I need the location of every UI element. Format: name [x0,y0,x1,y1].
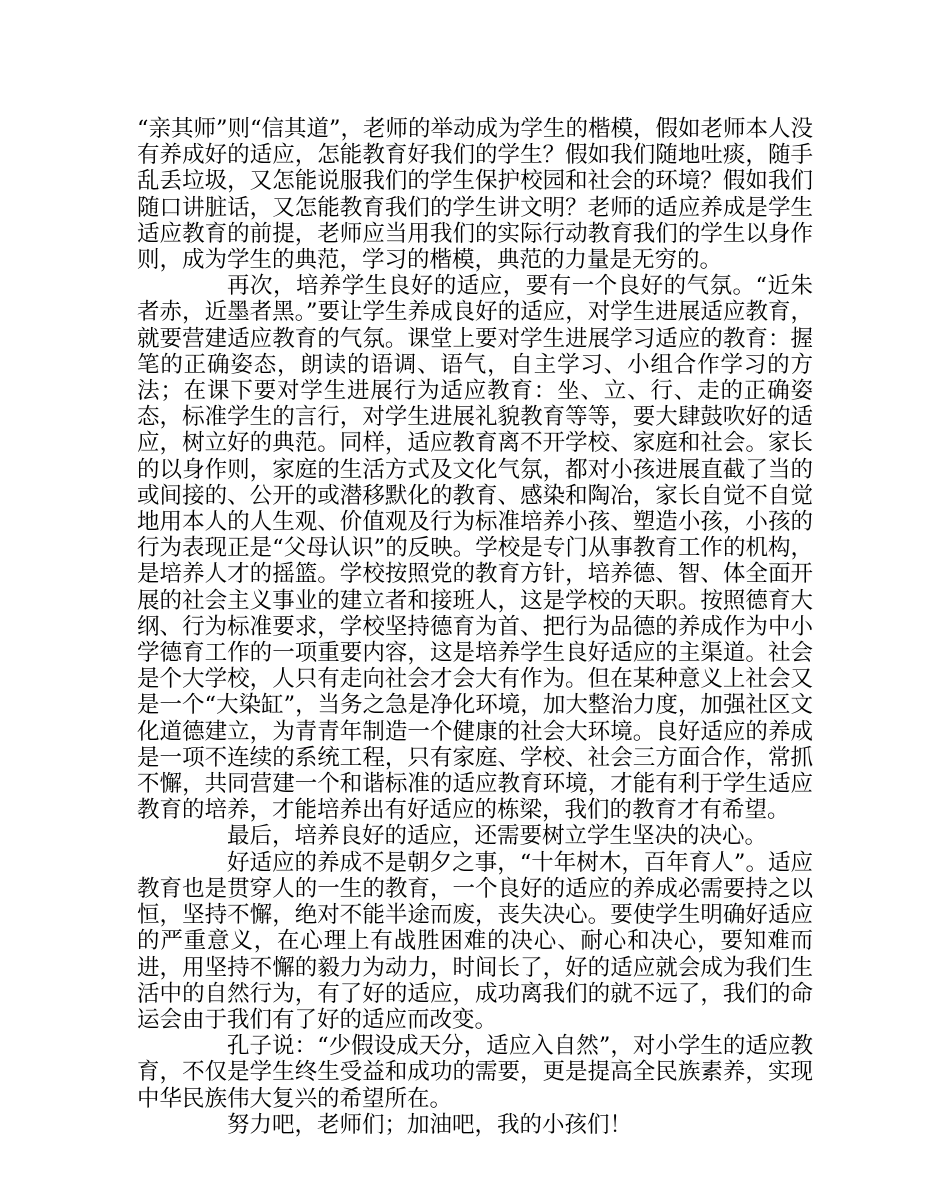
paragraph: 努力吧，老师们；加油吧，我的小孩们！ [227,1111,633,1138]
paragraph: 好适应的养成不是朝夕之事，“十年树木，百年育人”。适应教育也是贯穿人的一生的教育，一个良好的适应的养成必需要持之以恒，坚持不懈，绝对不能半途而废，丧失决心。要使学生明确好适应的严重意义，在心理上有战胜困难的决心、耐心和决心，要知难而进，用坚持不懈的毅力为动力，时间长了，好的适应就会成为我们生活中的自然行为，有了好的适应，成功离我们的就不远了，我们的命运会由于我们有了好的适应而改变。 [137,849,813,1033]
paragraph: “亲其师”则“信其道”，老师的举动成为学生的楷模，假如老师本人没有养成好的适应，怎能教育好我们的学生？假如我们随地吐痰，随手乱丢垃圾，又怎能说服我们的学生保护校园和社会的环境？假如我们随口讲脏话，又怎能教育我们的学生讲文明？老师的适应养成是学生适应教育的前提，老师应当用我们的实际行动教育我们的学生以身作则，成为学生的典范，学习的楷模，典范的力量是无穷的。 [137,116,814,274]
document-body [137,116,813,1138]
paragraph: 最后，培养良好的适应，还需要树立学生坚决的决心。 [227,823,768,850]
paragraph: 再次，培养学生良好的适应，要有一个良好的气氛。“近朱者赤，近墨者黑。”要让学生养成良好的适应，对学生进展适应教育，就要营建适应教育的气氛。课堂上要对学生进展学习适应的教育：握笔的正确姿态，朗读的语调、语气，自主学习、小组合作学习的方法；在课下要对学生进展行为适应教育：坐、立、行、走的正确姿态，标准学生的言行，对学生进展礼貌教育等等，要大肆鼓吹好的适应，树立好的典范。同样，适应教育离不开学校、家庭和社会。家长的以身作则，家庭的生活方式及文化气氛，都对小孩进展直截了当的或间接的、公开的或潜移默化的教育、感染和陶冶，家长自觉不自觉地用本人的人生观、价值观及行为标准培养小孩、塑造小孩，小孩的行为表现正是“父母认识”的反映。学校是专门从事教育工作的机构，是培养人才的摇篮。学校按照党的教育方针，培养德、智、体全面开展的社会主义事业的建立者和接班人，这是学校的天职。按照德育大纲、行为标准要求，学校坚持德育为首、把行为品德的养成作为中小学德育工作的一项重要内容，这是培养学生良好适应的主渠道。社会是个大学校，人只有走向社会才会大有作为。但在某种意义上社会又是一个“大染缸”，当务之急是净化环境，加大整治力度，加强社区文化道德建立，为青青年制造一个健康的社会大环境。良好适应的养成是一项不连续的系统工程，只有家庭、学校、社会三方面合作，常抓不懈，共同营建一个和谐标准的适应教育环境，才能有利于学生适应教育的培养，才能培养出有好适应的栋梁，我们的教育才有希望。 [137,273,813,824]
paragraph: 孔子说：“少假设成天分，适应入自然”，对小学生的适应教育，不仅是学生终生受益和成功的需要，更是提高全民族素养，实现中华民族伟大复兴的希望所在。 [137,1033,813,1112]
